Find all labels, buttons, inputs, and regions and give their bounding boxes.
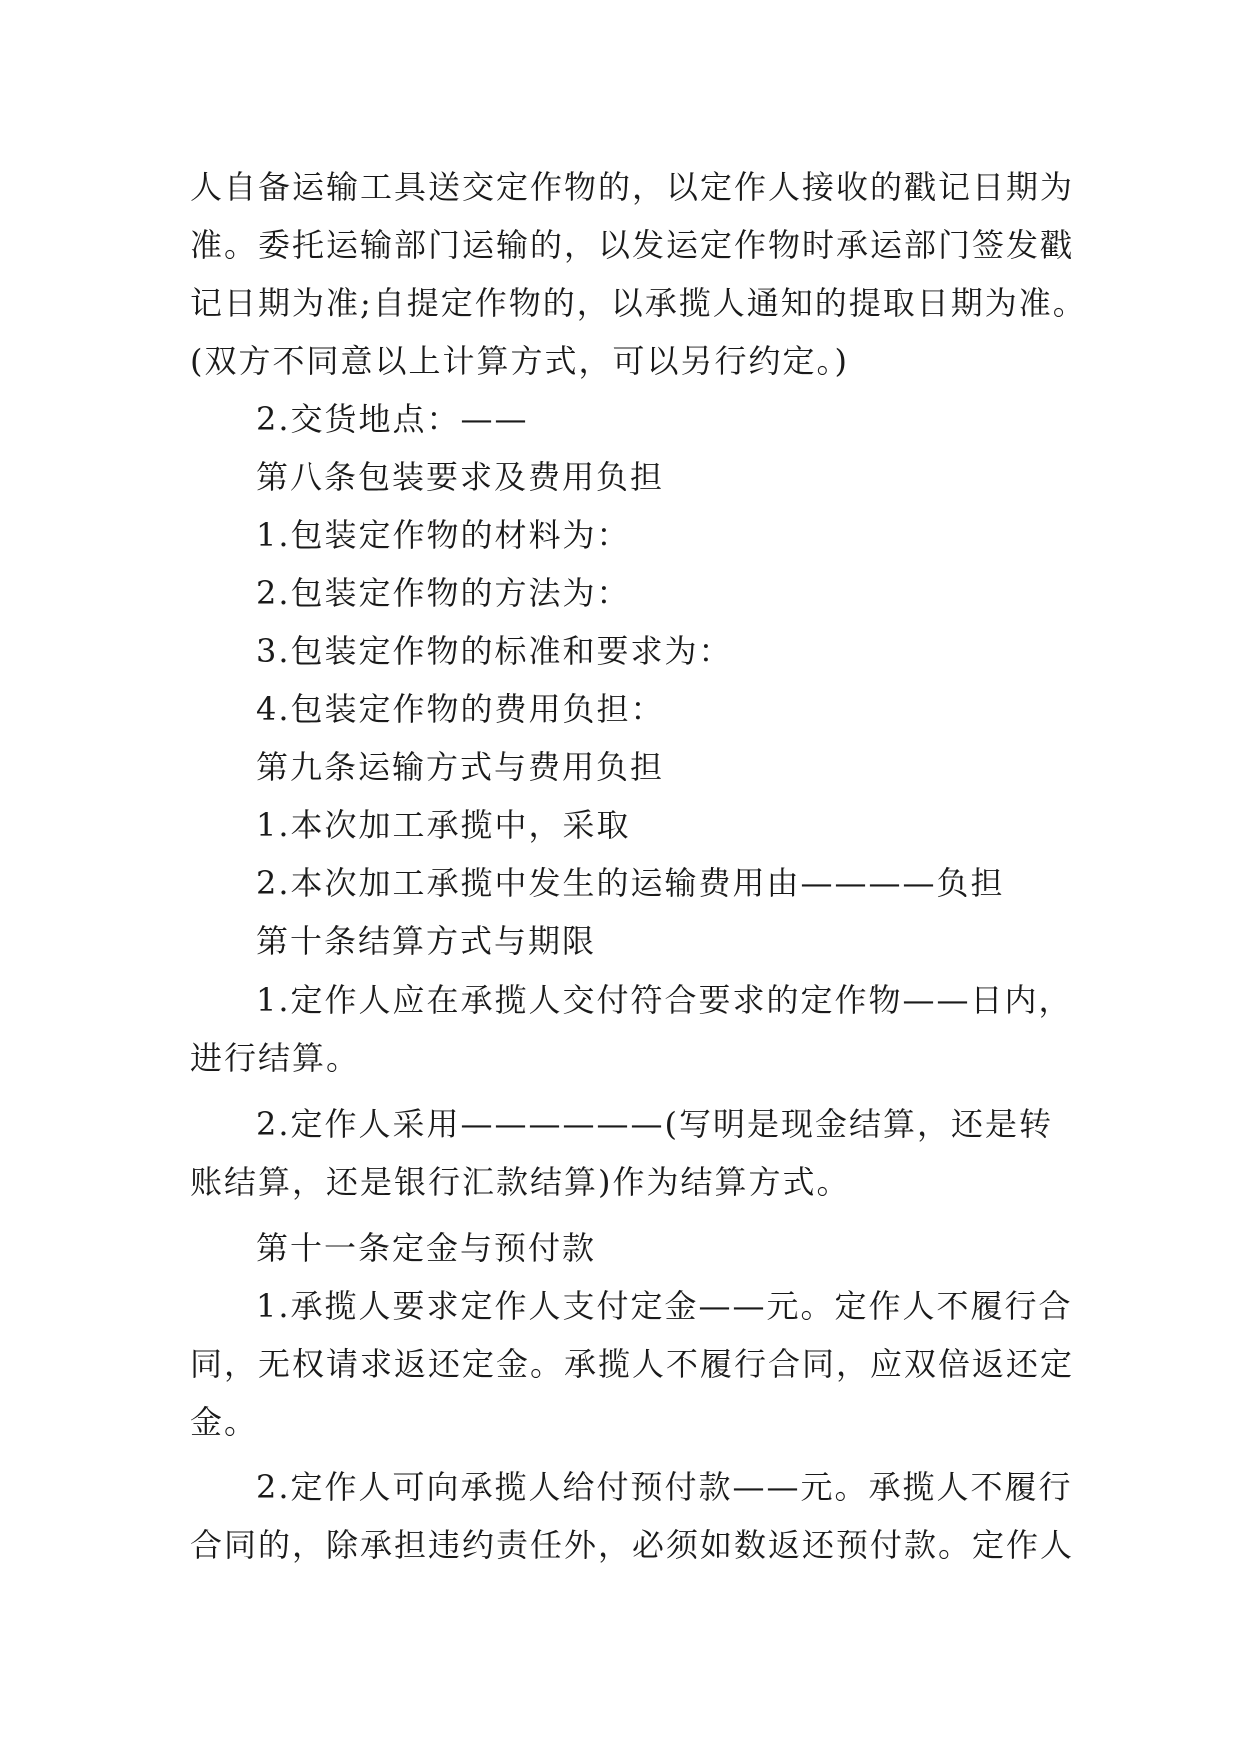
section-heading: 第九条运输方式与费用负担	[256, 748, 665, 786]
text-line: 4.包装定作物的费用负担：	[256, 690, 665, 728]
text-line: 合同的，除承担违约责任外，必须如数返还预付款。定作人	[190, 1526, 1075, 1564]
text-line: (双方不同意以上计算方式，可以另行约定。)	[190, 342, 849, 380]
section-heading: 第八条包装要求及费用负担	[256, 458, 665, 496]
section-heading: 第十一条定金与预付款	[256, 1229, 597, 1267]
text-line: 金。	[190, 1403, 259, 1441]
text-line: 准。委托运输部门运输的，以发运定作物时承运部门签发戳	[190, 226, 1075, 264]
text-line: 3.包装定作物的标准和要求为：	[256, 632, 733, 670]
text-line: 2.交货地点：——	[256, 400, 529, 438]
text-line: 进行结算。	[190, 1039, 361, 1077]
text-line: 账结算，还是银行汇款结算)作为结算方式。	[190, 1163, 851, 1201]
text-line: 人自备运输工具送交定作物的，以定作人接收的戳记日期为	[190, 168, 1075, 206]
text-line: 1.承揽人要求定作人支付定金——元。定作人不履行合	[256, 1287, 1073, 1325]
section-heading: 第十条结算方式与期限	[256, 922, 597, 960]
text-line: 2.定作人可向承揽人给付预付款——元。承揽人不履行	[256, 1468, 1073, 1506]
text-line: 2.本次加工承揽中发生的运输费用由————负担	[256, 864, 1005, 902]
text-line: 1.本次加工承揽中，采取	[256, 806, 631, 844]
text-line: 2.定作人采用——————(写明是现金结算，还是转	[256, 1105, 1054, 1143]
text-line: 记日期为准;自提定作物的，以承揽人通知的提取日期为准。	[190, 284, 1087, 322]
text-line: 1.定作人应在承揽人交付符合要求的定作物——日内，	[256, 981, 1073, 1019]
text-line: 2.包装定作物的方法为：	[256, 574, 631, 612]
text-line: 1.包装定作物的材料为：	[256, 516, 631, 554]
text-line: 同，无权请求返还定金。承揽人不履行合同，应双倍返还定	[190, 1345, 1075, 1383]
